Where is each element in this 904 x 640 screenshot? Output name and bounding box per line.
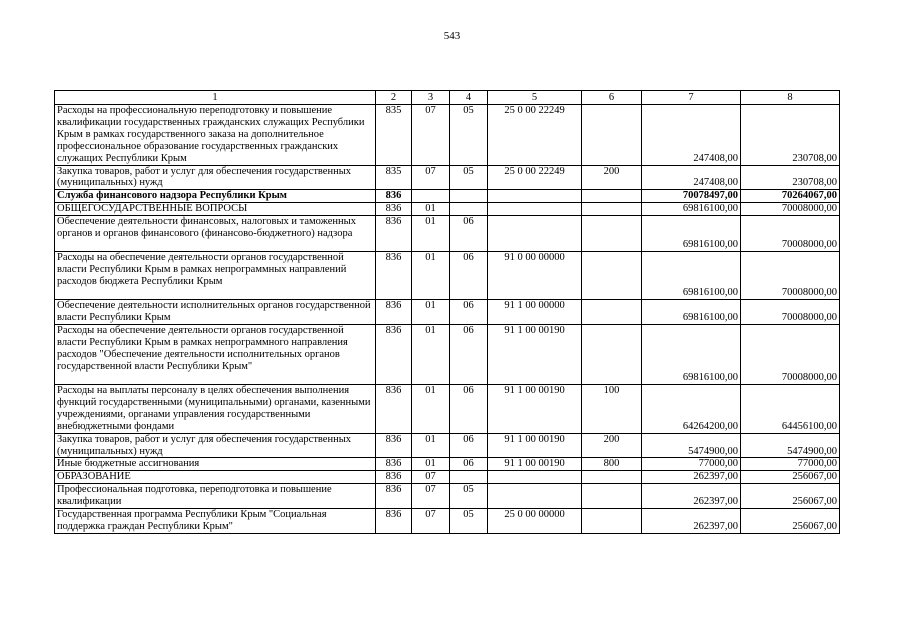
row-description: Расходы на обеспечение деятельности органов государственной власти Республики Крым в рамках непрограммных направлений расходов бюджета Республики Крым [55, 252, 376, 300]
section-code-cell: 07 [412, 509, 450, 534]
amount-col7-cell: 77000,00 [642, 458, 741, 471]
amount-col7-cell: 64264200,00 [642, 384, 741, 433]
target-article-cell: 91 1 00 00190 [488, 433, 582, 458]
target-article-cell [488, 203, 582, 216]
section-code-cell: 07 [412, 471, 450, 484]
expense-type-cell [582, 509, 642, 534]
subsection-code-cell: 05 [450, 165, 488, 190]
row-description: Закупка товаров, работ и услуг для обеспечения государственных (муниципальных) нужд [55, 433, 376, 458]
table-row [55, 105, 840, 166]
table-row [55, 252, 840, 300]
subsection-code-cell: 06 [450, 458, 488, 471]
table-header-row [55, 91, 840, 105]
expense-type-cell: 100 [582, 384, 642, 433]
admin-code-cell: 836 [376, 384, 412, 433]
row-description: Иные бюджетные ассигнования [55, 458, 376, 471]
section-code-cell: 01 [412, 384, 450, 433]
section-code-cell: 01 [412, 252, 450, 300]
target-article-cell: 91 1 00 00190 [488, 458, 582, 471]
amount-col7-cell: 247408,00 [642, 165, 741, 190]
amount-col8-cell: 70008000,00 [741, 324, 840, 384]
table-row [55, 484, 840, 509]
row-description: Закупка товаров, работ и услуг для обеспечения государственных (муниципальных) нужд [55, 165, 376, 190]
target-article-cell: 91 1 00 00190 [488, 384, 582, 433]
amount-col8-cell: 70264067,00 [741, 190, 840, 203]
target-article-cell [488, 216, 582, 252]
expense-type-cell [582, 216, 642, 252]
subsection-code-cell: 06 [450, 216, 488, 252]
admin-code-cell: 836 [376, 458, 412, 471]
header-cell: 8 [741, 91, 840, 105]
target-article-cell: 91 1 00 00190 [488, 324, 582, 384]
amount-col7-cell: 69816100,00 [642, 203, 741, 216]
amount-col7-cell: 262397,00 [642, 509, 741, 534]
expense-type-cell [582, 105, 642, 166]
expense-type-cell: 200 [582, 165, 642, 190]
row-description: Расходы на профессиональную переподготовку и повышение квалификации государственных гражданских служащих Республики Крым в рамках государственного заказа на дополнительное профессиональное образование государственных гражданских служащих Республики Крым [55, 105, 376, 166]
amount-col8-cell: 256067,00 [741, 509, 840, 534]
subsection-code-cell: 06 [450, 324, 488, 384]
header-cell: 1 [55, 91, 376, 105]
amount-col8-cell: 256067,00 [741, 471, 840, 484]
section-code-cell: 01 [412, 203, 450, 216]
expense-type-cell [582, 300, 642, 325]
amount-col8-cell: 70008000,00 [741, 300, 840, 325]
admin-code-cell: 836 [376, 300, 412, 325]
header-cell: 5 [488, 91, 582, 105]
expense-type-cell [582, 324, 642, 384]
amount-col8-cell: 70008000,00 [741, 252, 840, 300]
admin-code-cell: 835 [376, 165, 412, 190]
amount-col7-cell: 69816100,00 [642, 324, 741, 384]
row-description: Расходы на обеспечение деятельности органов государственной власти Республики Крым в рамках непрограммного направления расходов "Обеспечение деятельности исполнительных органов государственной власти Республики Крым" [55, 324, 376, 384]
header-cell: 3 [412, 91, 450, 105]
section-code-cell: 07 [412, 165, 450, 190]
section-code-cell [412, 190, 450, 203]
target-article-cell [488, 471, 582, 484]
target-article-cell [488, 484, 582, 509]
header-cell: 2 [376, 91, 412, 105]
section-code-cell: 07 [412, 105, 450, 166]
amount-col8-cell: 64456100,00 [741, 384, 840, 433]
expense-type-cell [582, 190, 642, 203]
budget-table [54, 90, 840, 534]
table-row [55, 458, 840, 471]
table-body [55, 91, 840, 534]
header-cell: 6 [582, 91, 642, 105]
table-row [55, 216, 840, 252]
admin-code-cell: 836 [376, 471, 412, 484]
target-article-cell: 25 0 00 22249 [488, 165, 582, 190]
target-article-cell [488, 190, 582, 203]
amount-col7-cell: 70078497,00 [642, 190, 741, 203]
subsection-code-cell: 05 [450, 105, 488, 166]
section-code-cell: 01 [412, 458, 450, 471]
admin-code-cell: 836 [376, 190, 412, 203]
amount-col7-cell: 262397,00 [642, 471, 741, 484]
subsection-code-cell: 06 [450, 384, 488, 433]
table-row [55, 471, 840, 484]
header-cell: 7 [642, 91, 741, 105]
table-row [55, 190, 840, 203]
amount-col7-cell: 247408,00 [642, 105, 741, 166]
amount-col7-cell: 69816100,00 [642, 300, 741, 325]
section-code-cell: 01 [412, 324, 450, 384]
table-row [55, 509, 840, 534]
target-article-cell: 25 0 00 00000 [488, 509, 582, 534]
amount-col8-cell: 77000,00 [741, 458, 840, 471]
amount-col7-cell: 69816100,00 [642, 216, 741, 252]
table-row [55, 433, 840, 458]
subsection-code-cell: 06 [450, 300, 488, 325]
target-article-cell: 91 1 00 00000 [488, 300, 582, 325]
admin-code-cell: 836 [376, 509, 412, 534]
subsection-code-cell: 05 [450, 509, 488, 534]
admin-code-cell: 836 [376, 216, 412, 252]
amount-col7-cell: 262397,00 [642, 484, 741, 509]
amount-col8-cell: 5474900,00 [741, 433, 840, 458]
admin-code-cell: 836 [376, 252, 412, 300]
row-description: Обеспечение деятельности исполнительных органов государственной власти Республики Крым [55, 300, 376, 325]
subsection-code-cell [450, 471, 488, 484]
target-article-cell: 25 0 00 22249 [488, 105, 582, 166]
expense-type-cell [582, 203, 642, 216]
table-row [55, 324, 840, 384]
admin-code-cell: 835 [376, 105, 412, 166]
subsection-code-cell: 05 [450, 484, 488, 509]
amount-col7-cell: 5474900,00 [642, 433, 741, 458]
amount-col8-cell: 230708,00 [741, 105, 840, 166]
amount-col8-cell: 256067,00 [741, 484, 840, 509]
header-cell: 4 [450, 91, 488, 105]
expense-type-cell: 200 [582, 433, 642, 458]
row-description: ОБРАЗОВАНИЕ [55, 471, 376, 484]
amount-col8-cell: 70008000,00 [741, 216, 840, 252]
table-row [55, 384, 840, 433]
subsection-code-cell: 06 [450, 252, 488, 300]
section-code-cell: 01 [412, 216, 450, 252]
subsection-code-cell: 06 [450, 433, 488, 458]
admin-code-cell: 836 [376, 324, 412, 384]
row-description: Расходы на выплаты персоналу в целях обеспечения выполнения функций государственными (муниципальными) органами, казенными учреждениями, органами управления государственными внебюджетными фондами [55, 384, 376, 433]
table-row [55, 203, 840, 216]
row-description: Служба финансового надзора Республики Крым [55, 190, 376, 203]
expense-type-cell: 800 [582, 458, 642, 471]
subsection-code-cell [450, 203, 488, 216]
amount-col8-cell: 70008000,00 [741, 203, 840, 216]
subsection-code-cell [450, 190, 488, 203]
page-number: 543 [443, 30, 461, 42]
section-code-cell: 07 [412, 484, 450, 509]
amount-col7-cell: 69816100,00 [642, 252, 741, 300]
row-description: Обеспечение деятельности финансовых, налоговых и таможенных органов и органов финансового (финансово-бюджетного) надзора [55, 216, 376, 252]
expense-type-cell [582, 484, 642, 509]
admin-code-cell: 836 [376, 203, 412, 216]
table-row [55, 165, 840, 190]
target-article-cell: 91 0 00 00000 [488, 252, 582, 300]
expense-type-cell [582, 471, 642, 484]
expense-type-cell [582, 252, 642, 300]
row-description: Профессиональная подготовка, переподготовка и повышение квалификации [55, 484, 376, 509]
admin-code-cell: 836 [376, 484, 412, 509]
row-description: ОБЩЕГОСУДАРСТВЕННЫЕ ВОПРОСЫ [55, 203, 376, 216]
admin-code-cell: 836 [376, 433, 412, 458]
amount-col8-cell: 230708,00 [741, 165, 840, 190]
section-code-cell: 01 [412, 300, 450, 325]
section-code-cell: 01 [412, 433, 450, 458]
row-description: Государственная программа Республики Крым "Социальная поддержка граждан Республики Крым" [55, 509, 376, 534]
table-row [55, 300, 840, 325]
